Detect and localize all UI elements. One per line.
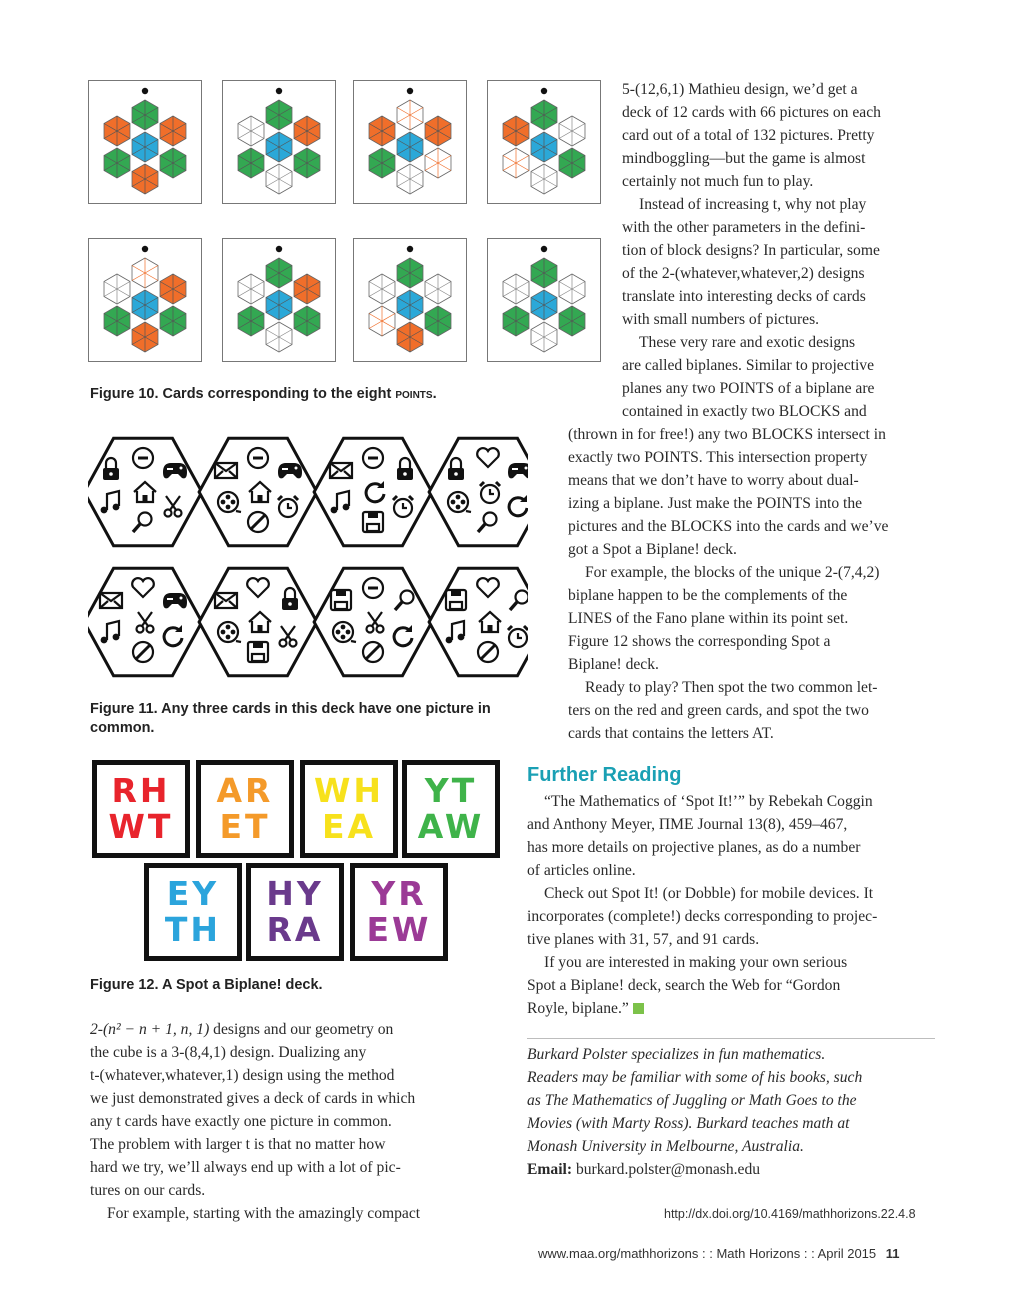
letter-card-line1: RH: [111, 771, 171, 810]
hexagon-card: [88, 438, 202, 545]
hexagon-card: [199, 568, 317, 675]
cube-hexagon: [104, 116, 130, 146]
cube-hexagon: [425, 306, 451, 336]
letter-card-line2: RA: [266, 910, 324, 949]
cube-hexagon: [294, 274, 320, 304]
cube-hexagon: [397, 290, 423, 320]
letter-card: [92, 760, 190, 858]
bio-divider: [527, 1038, 935, 1039]
cube-hexagon: [294, 116, 320, 146]
cube-hexagon: [425, 274, 451, 304]
hexagon-card: [314, 438, 432, 545]
cube-hexagon: [132, 164, 158, 194]
top-dot: [142, 246, 148, 252]
top-dot: [541, 88, 547, 94]
letter-card: [300, 760, 398, 858]
cube-hexagon: [132, 100, 158, 130]
letter-card-line1: AR: [216, 771, 274, 810]
end-mark-square: [633, 1003, 644, 1014]
cube-hexagon: [238, 274, 264, 304]
footer-text: www.maa.org/mathhorizons : : Math Horizons : : April 2015: [538, 1246, 877, 1261]
right-column-wide-text: (thrown in for free!) any two BLOCKS intersect in exactly two POINTS. This intersection property means that we don’t have to worry about dual- izing a biplane. Just make the POINTS into the pictures and the BLOCKS into the cards and we’ve got a Spot a Biplane! deck. For example, the blocks of the unique 2-(7,4,2) biplane happen to be the complements of the LINES of the Fano plane within its point set. Figure 12 shows the corresponding Spot a Biplane! deck. Ready to play? Then spot the two common let- ters on the red and green cards, and spot the two cards that contains the letters AT.: [568, 426, 889, 742]
figure-10-caption: Figure 10. Cards corresponding to the eight points.: [90, 386, 437, 402]
letter-card-line1: HY: [266, 874, 324, 913]
cube-hexagon: [503, 306, 529, 336]
cube-hexagon: [160, 274, 186, 304]
cube-hexagon: [559, 306, 585, 336]
cube-hexagon: [369, 306, 395, 336]
cube-hexagon: [132, 258, 158, 288]
cube-hexagon: [160, 116, 186, 146]
cube-hexagon: [132, 132, 158, 162]
cube-card: [353, 80, 467, 204]
cube-hexagon: [266, 290, 292, 320]
cube-card: [487, 238, 601, 362]
cube-hexagon: [369, 274, 395, 304]
cube-hexagon: [531, 164, 557, 194]
letter-card-line2: WT: [108, 807, 174, 846]
cube-hexagon: [503, 274, 529, 304]
cube-hexagon: [503, 148, 529, 178]
cube-hexagon: [266, 164, 292, 194]
cube-hexagon: [531, 132, 557, 162]
cube-hexagon: [397, 132, 423, 162]
letter-card: [196, 760, 294, 858]
cube-hexagon: [559, 148, 585, 178]
top-dot: [276, 246, 282, 252]
letter-card: [350, 863, 448, 961]
cube-card: [222, 238, 336, 362]
hexagon-card: [88, 568, 202, 675]
top-dot: [142, 88, 148, 94]
letter-card-line2: AW: [417, 807, 485, 846]
letter-card-line1: WH: [313, 771, 385, 810]
right-column-narrow-text: 5-(12,6,1) Mathieu design, we’d get a deck of 12 cards with 66 pictures on each card out of a total of 132 pictures. Pretty mindboggling—but the game is almost certainly not much fun to play. Instead of increasing t, why not play with the other parameters in the defini- tion of block designs? In particular, some of the 2-(whatever,whatever,2) designs translate into interesting decks of cards with small numbers of pictures. These very rare and exotic designs are called biplanes. Similar to projective planes any two POINTS of a biplane are contained in exactly two BLOCKS and: [622, 81, 881, 420]
hexagon-card: [429, 438, 528, 545]
page-number: 11: [885, 1246, 900, 1261]
letter-card-line2: EW: [366, 910, 432, 949]
cube-hexagon: [238, 116, 264, 146]
cube-hexagon: [238, 306, 264, 336]
cube-hexagon: [503, 116, 529, 146]
cube-card: [353, 238, 467, 362]
cube-hexagon: [397, 100, 423, 130]
cube-hexagon: [294, 148, 320, 178]
further-reading-heading: Further Reading: [527, 764, 682, 786]
figure-11-hexagon-cards: [88, 428, 528, 690]
cube-hexagon: [104, 148, 130, 178]
cube-hexagon: [559, 274, 585, 304]
cube-hexagon: [397, 258, 423, 288]
cube-card: [88, 80, 202, 204]
cube-hexagon: [425, 148, 451, 178]
cube-hexagon: [266, 100, 292, 130]
figure-12-caption: Figure 12. A Spot a Biplane! deck.: [90, 977, 323, 993]
cube-hexagon: [531, 100, 557, 130]
cube-card: [222, 80, 336, 204]
top-dot: [407, 88, 413, 94]
cube-hexagon: [531, 258, 557, 288]
cube-hexagon: [397, 164, 423, 194]
cube-hexagon: [397, 322, 423, 352]
cube-hexagon: [160, 306, 186, 336]
cube-hexagon: [160, 148, 186, 178]
letter-card-line1: YR: [371, 874, 427, 913]
top-dot: [407, 246, 413, 252]
cube-hexagon: [294, 306, 320, 336]
cube-hexagon: [266, 132, 292, 162]
email-link[interactable]: burkard.polster@monash.edu: [575, 1161, 761, 1178]
email-label: Email:: [527, 1161, 573, 1178]
cube-hexagon: [132, 290, 158, 320]
formula: 2-(n² − n + 1, n, 1): [90, 1021, 210, 1038]
cube-hexagon: [104, 306, 130, 336]
page-footer: [538, 1246, 900, 1261]
letter-card: [246, 863, 344, 961]
letter-card-line1: YT: [424, 771, 478, 810]
letter-card-line2: ET: [219, 807, 271, 846]
hexagon-card: [314, 568, 432, 675]
cube-hexagon: [531, 290, 557, 320]
top-dot: [541, 246, 547, 252]
cube-hexagon: [238, 148, 264, 178]
cube-hexagon: [425, 116, 451, 146]
cube-card: [88, 238, 202, 362]
cube-card: [487, 80, 601, 204]
figure-11-caption: Figure 11. Any three cards in this deck have one picture in common.: [90, 701, 491, 736]
cube-hexagon: [559, 116, 585, 146]
cube-hexagon: [266, 322, 292, 352]
letter-card-line1: EY: [166, 874, 220, 913]
doi-link[interactable]: http://dx.doi.org/10.4169/mathhorizons.22.4.8: [664, 1207, 916, 1221]
cube-hexagon: [132, 322, 158, 352]
cube-hexagon: [369, 148, 395, 178]
letter-card: [402, 760, 500, 858]
author-bio: Burkard Polster specializes in fun mathematics. Readers may be familiar with some of his books, such as The Mathematics of Juggling or Math Goes to the Movies (with Marty Ross). Burkard teaches math at Monash University in Melbourne, Australia. Email: burkard.polster@monash.edu: [527, 1046, 863, 1178]
letter-card-line2: EA: [321, 807, 377, 846]
hexagon-card: [429, 568, 528, 675]
left-column-text: 2-(n² − n + 1, n, 1) designs and our geometry on the cube is a 3-(8,4,1) design. Dualizing any t-(whatever,whatever,1) design using the method we just demonstrated gives a deck of cards in which any t cards have exactly one picture in common. The problem with larger t is that no matter how hard we try, we’ll always end up with a lot of pic- tures on our cards. For example, starting with the amazingly compact: [90, 1021, 421, 1222]
letter-card: [144, 863, 242, 961]
cube-hexagon: [369, 116, 395, 146]
top-dot: [276, 88, 282, 94]
cube-hexagon: [266, 258, 292, 288]
letter-card-line2: TH: [164, 910, 222, 949]
cube-hexagon: [104, 274, 130, 304]
cube-hexagon: [531, 322, 557, 352]
hexagon-card: [199, 438, 317, 545]
further-reading-text: “The Mathematics of ‘Spot It!’” by Rebekah Coggin and Anthony Meyer, ΠΜΕ Journal 13(8), 459–467, has more details on projective planes, as do a number of articles online. Check out Spot It! (or Dobble) for mobile devices. It incorporates (complete!) decks corresponding to projec- tive planes with 31, 57, and 91 cards. If you are interested in making your own serious Spot a Biplane! deck, search the Web for “Gordon Royle, biplane.”: [527, 793, 878, 1017]
